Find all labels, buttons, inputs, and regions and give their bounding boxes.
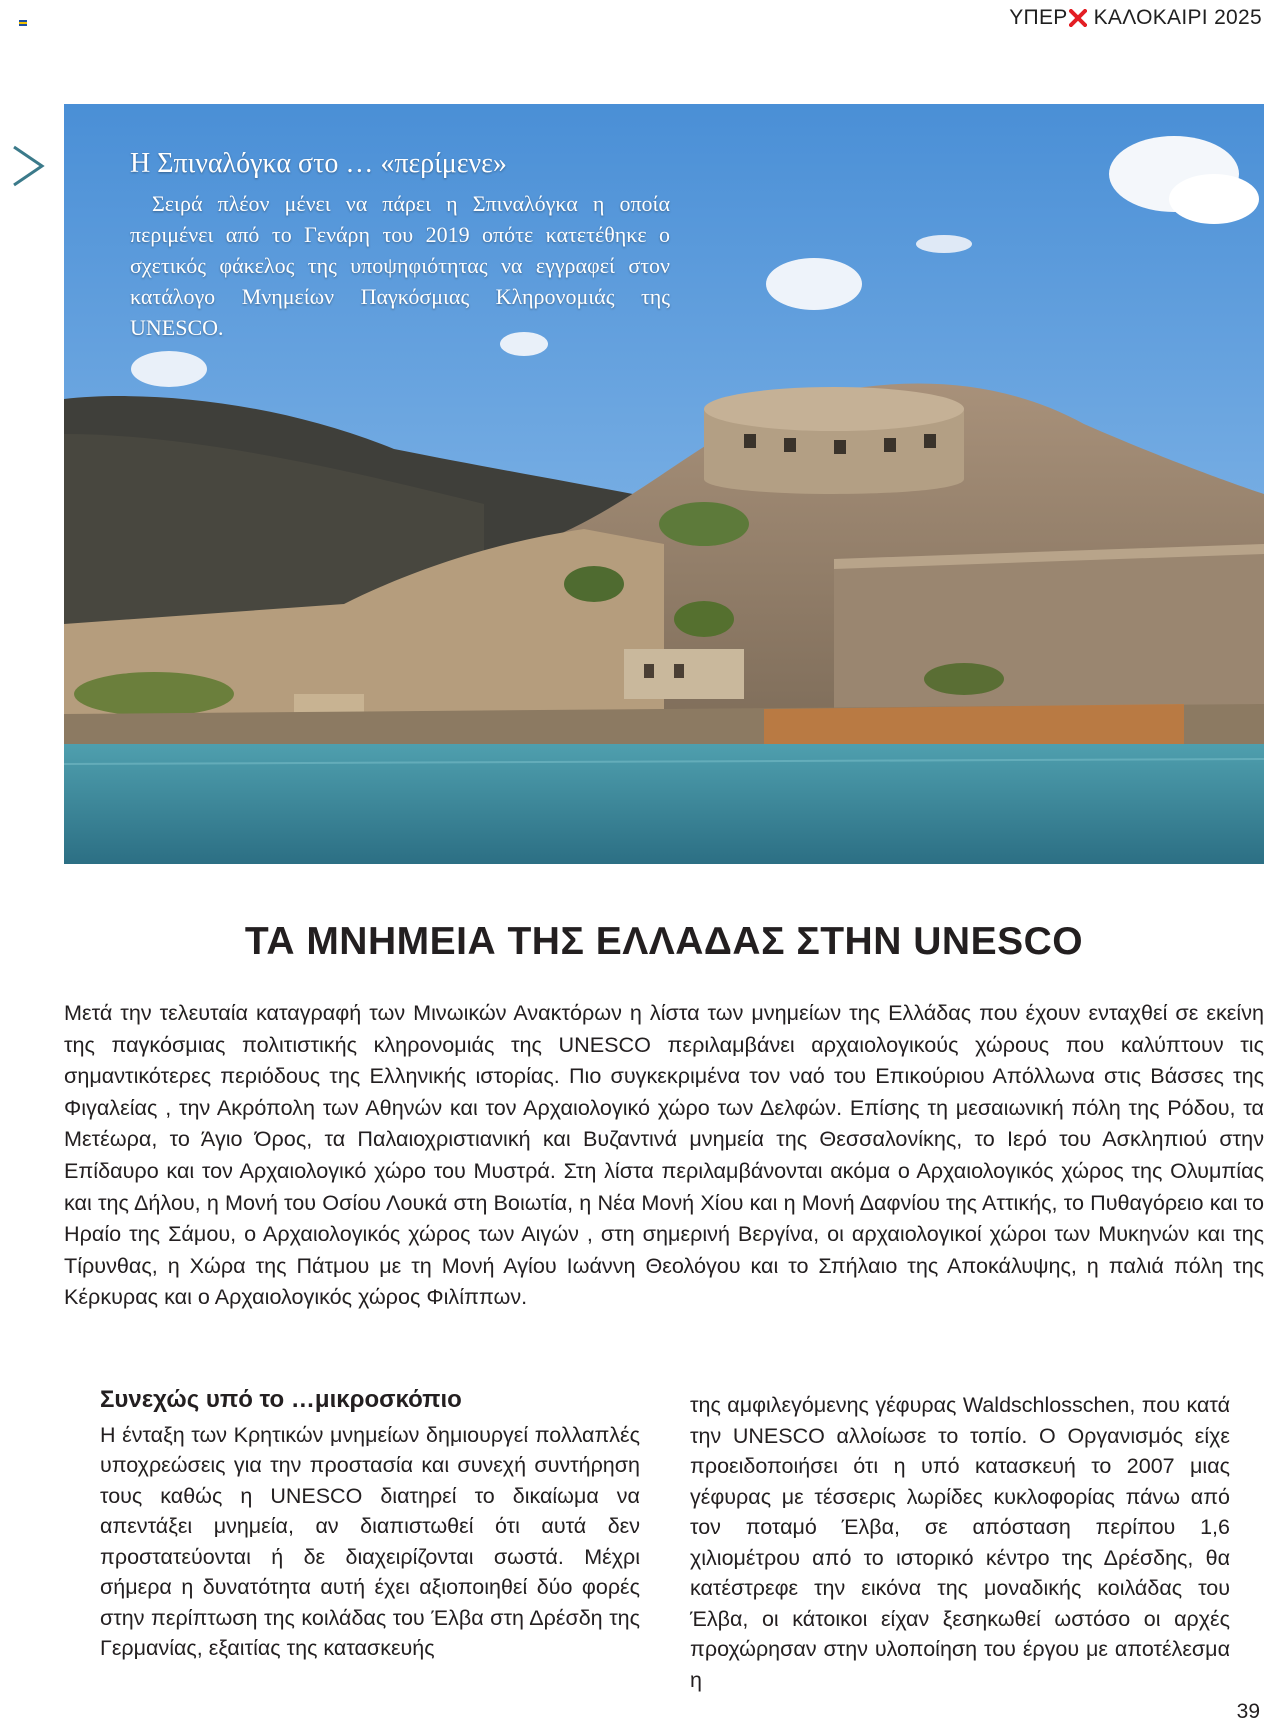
page-number: 39 [1236, 1700, 1260, 1723]
article-title [64, 920, 1264, 964]
column-left-text: Η ένταξη των Κρητικών μνημείων δημιουργεί πολλαπλές υποχρεώσεις για την προστασία και συνεχή συντήρηση τους καθώς η UNESCO διατηρεί το δικαίωμα να απεντάξει μνημεία, αν διαπιστωθεί ότι αυτά δεν προστατεύονται ή δε διαχειρίζονται σωστά. Μέχρι σήμερα η δυνατότητα αυτή έχει αξιοποιηθεί δύο φορές στην περίπτωση της κοιλάδας του Έλβα στη Δρέσδη της Γερμανίας, εξαιτίας της κατασκευής [100, 1422, 640, 1660]
flag-icon [19, 20, 27, 26]
brand-logo-icon [1069, 9, 1087, 27]
section-subheading: Συνεχώς υπό το …μικροσκόπιο [100, 1386, 462, 1413]
article-title-bold: UNESCO [913, 920, 1084, 963]
magazine-header [1009, 6, 1262, 30]
column-left [100, 1385, 640, 1664]
sidebar-box [130, 148, 670, 343]
chevron-right-icon [10, 143, 46, 189]
issue-season: ΚΑΛΟΚΑΙΡΙ 2025 [1093, 6, 1262, 29]
article-intro: Μετά την τελευταία καταγραφή των Μινωικών Ανακτόρων η λίστα των μνημείων της Ελλάδας που έχουν ενταχθεί σε εκείνη της παγκόσμιας πολιτιστικής κληρονομιάς της UNESCO περιλαμβάνει αρχαιολογικούς χώρους που καλύπτουν τις σημαντικότερες περιόδους της Ελληνικής ιστορίας. Πιο συγκεκριμένα τον ναό του Επικούριου Απόλλωνα στις Βάσσες της Φιγαλείας , την Ακρόπολη των Αθηνών και τον Αρχαιολογικό χώρο των Δελφών. Επίσης τη μεσαιωνική πόλη της Ρόδου, τα Μετέωρα, το Άγιο Όρος, τα Παλαιοχριστιανική και Βυζαντινά μνημεία της Θεσσαλονίκης, το Ιερό του Ασκληπιού στην Επίδαυρο και τον Αρχαιολογικό χώρο του Μυστρά. Στη λίστα περιλαμβάνονται ακόμα ο Αρχαιολογικός χώρος της Ολυμπίας και της Δήλου, η Μονή του Οσίου Λουκά στη Βοιωτία, η Νέα Μονή Χίου και η Μονή Δαφνίου της Αττικής, το Πυθαγόρειο και το Ηραίο της Σάμου, ο Αρχαιολογικός χώρος των Αιγών , στη σημερινή Βεργίνα, οι αρχαιολογικοί χώροι των Μυκηνών και της Τίρυνθας, η Χώρα της Πάτμου με τη Μονή Αγίου Ιωάννη Θεολόγου και το Σπήλαιο της Αποκάλυψης, η παλιά πόλη της Κέρκυρας και ο Αρχαιολογικός χώρος Φιλίππων. [64, 1000, 1264, 1310]
column-right [690, 1390, 1230, 1695]
article-title-light: ΤΑ ΜΝΗΜΕΙΑ ΤΗΣ ΕΛΛΑΔΑΣ ΣΤΗΝ [244, 920, 902, 963]
sidebar-text: Σειρά πλέον μένει να πάρει η Σπιναλόγκα η οποία περιμένει από το Γενάρη του 2019 οπότε κατετέθηκε ο σχετικός φάκελος της υποψηφιότητας να εγγραφεί στον κατάλογο Μνημείων Παγκόσμιας Κληρονομιάς της UNESCO. [130, 191, 670, 340]
sidebar-title: Η Σπιναλόγκα στο … «περίμενε» [130, 148, 507, 179]
brand-name: ΥΠΕΡ [1009, 6, 1068, 29]
column-right-text: της αμφιλεγόμενης γέφυρας Waldschlosschen, που κατά την UNESCO αλλοίωσε το τοπίο. Ο Οργανισμός είχε προειδοποιήσει ότι η υπό κατασκευή το 2007 μιας γέφυρας με τέσσερις λωρίδες κυκλοφορίας πάνω από τον ποταμό Έλβα, σε απόσταση περίπου 1,6 χιλιομέτρου από το ιστορικό κέντρο της Δρέσδης, θα κατέστρεφε την εικόνα της μοναδικής κοιλάδας του Έλβα, οι κάτοικοι είχαν ξεσηκωθεί ωστόσο οι αρχές προχώρησαν στην υλοποίηση του έργου με αποτέλεσμα η [690, 1393, 1230, 1692]
